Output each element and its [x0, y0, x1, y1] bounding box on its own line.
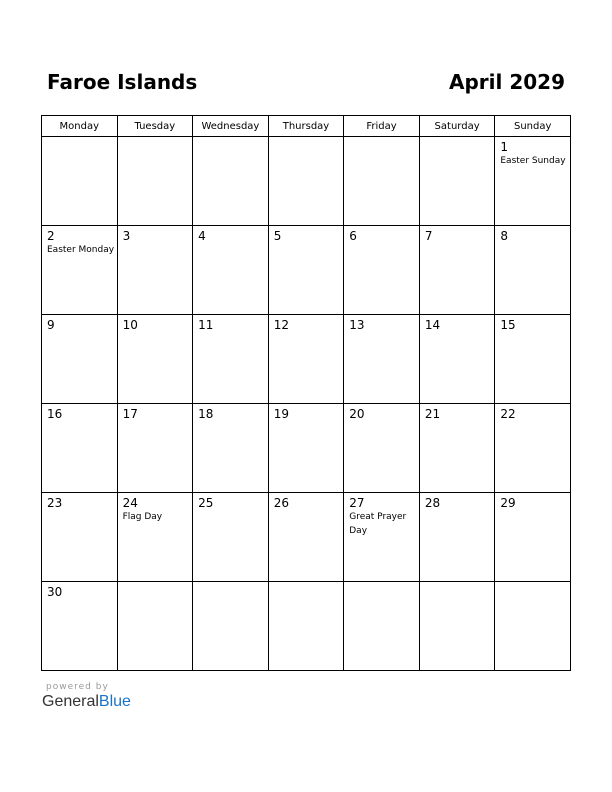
day-cell [117, 493, 193, 582]
day-cell [495, 493, 571, 582]
day-cell [268, 137, 344, 226]
day-number: 22 [500, 407, 516, 421]
day-cell [419, 493, 495, 582]
footer [42, 682, 131, 711]
day-cell [42, 404, 118, 493]
day-number: 18 [198, 407, 214, 421]
day-cell [419, 137, 495, 226]
day-number: 23 [47, 496, 63, 510]
day-cell [117, 226, 193, 315]
day-number: 5 [273, 229, 282, 243]
day-number: 12 [273, 318, 289, 332]
week-row [42, 137, 571, 226]
day-number: 4 [198, 229, 206, 243]
day-number: 27 [349, 496, 365, 510]
day-cell [419, 404, 495, 493]
weekday-header: Monday [42, 116, 118, 137]
day-cell [117, 137, 193, 226]
week-row [42, 582, 571, 671]
day-cell [193, 226, 269, 315]
day-cell [495, 404, 571, 493]
week-row [42, 315, 571, 404]
day-cell [268, 226, 344, 315]
day-cell [344, 493, 420, 582]
day-number: 9 [47, 318, 55, 332]
weekday-header: Wednesday [193, 116, 269, 137]
day-cell [193, 315, 269, 404]
day-cell [344, 315, 420, 404]
day-cell [268, 315, 344, 404]
week-row [42, 226, 571, 315]
day-cell [193, 137, 269, 226]
day-cell [268, 404, 344, 493]
day-cell [419, 226, 495, 315]
powered-by-label: powered by [46, 682, 109, 692]
day-number: 16 [47, 407, 63, 421]
calendar-header [47, 70, 565, 100]
day-cell [495, 582, 571, 671]
month-title: April 2029 [449, 70, 565, 94]
day-number: 14 [424, 318, 441, 332]
weekday-header-row [42, 116, 571, 137]
calendar-grid [41, 115, 571, 671]
day-cell [344, 226, 420, 315]
day-cell [495, 226, 571, 315]
day-number: 2 [47, 229, 55, 243]
day-cell [344, 137, 420, 226]
day-number: 8 [500, 229, 509, 243]
day-cell [268, 493, 344, 582]
day-number: 29 [500, 496, 516, 510]
day-number: 1 [500, 140, 509, 154]
day-number: 30 [47, 585, 63, 599]
day-number: 11 [198, 318, 214, 332]
holiday-label: Great Prayer Day [349, 512, 407, 536]
holiday-label: Easter Monday [47, 245, 115, 255]
region-title: Faroe Islands [47, 70, 198, 94]
day-cell [495, 315, 571, 404]
day-cell [117, 315, 193, 404]
week-row [42, 493, 571, 582]
day-cell [42, 493, 118, 582]
generalblue-logo[interactable] [42, 693, 131, 711]
day-number: 15 [500, 318, 516, 332]
day-cell [193, 404, 269, 493]
day-number: 10 [122, 318, 138, 332]
day-number: 19 [273, 407, 289, 421]
week-row [42, 404, 571, 493]
day-cell [42, 582, 118, 671]
day-number: 28 [424, 496, 441, 510]
day-number: 25 [198, 496, 214, 510]
day-cell [117, 582, 193, 671]
day-cell [495, 137, 571, 226]
day-cell [42, 226, 118, 315]
brand-general-text: General [42, 693, 99, 710]
day-cell [42, 315, 118, 404]
weekday-header: Sunday [495, 116, 571, 137]
weekday-header: Saturday [419, 116, 495, 137]
weekday-header: Tuesday [117, 116, 193, 137]
weekday-header: Thursday [268, 116, 344, 137]
day-number: 13 [349, 318, 365, 332]
day-number: 24 [122, 496, 138, 510]
day-cell [193, 582, 269, 671]
day-number: 17 [122, 407, 138, 421]
day-cell [344, 582, 420, 671]
weekday-header: Friday [344, 116, 420, 137]
day-cell [193, 493, 269, 582]
day-number: 7 [424, 229, 433, 243]
day-number: 3 [122, 229, 131, 243]
holiday-label: Easter Sunday [500, 156, 566, 166]
day-cell [419, 582, 495, 671]
day-number: 20 [349, 407, 365, 421]
day-number: 6 [349, 229, 357, 243]
day-cell [42, 137, 118, 226]
day-number: 21 [424, 407, 441, 421]
day-cell [344, 404, 420, 493]
day-cell [268, 582, 344, 671]
day-cell [117, 404, 193, 493]
holiday-label: Flag Day [122, 512, 163, 522]
day-number: 26 [273, 496, 289, 510]
brand-blue-text: Blue [98, 693, 131, 710]
day-cell [419, 315, 495, 404]
